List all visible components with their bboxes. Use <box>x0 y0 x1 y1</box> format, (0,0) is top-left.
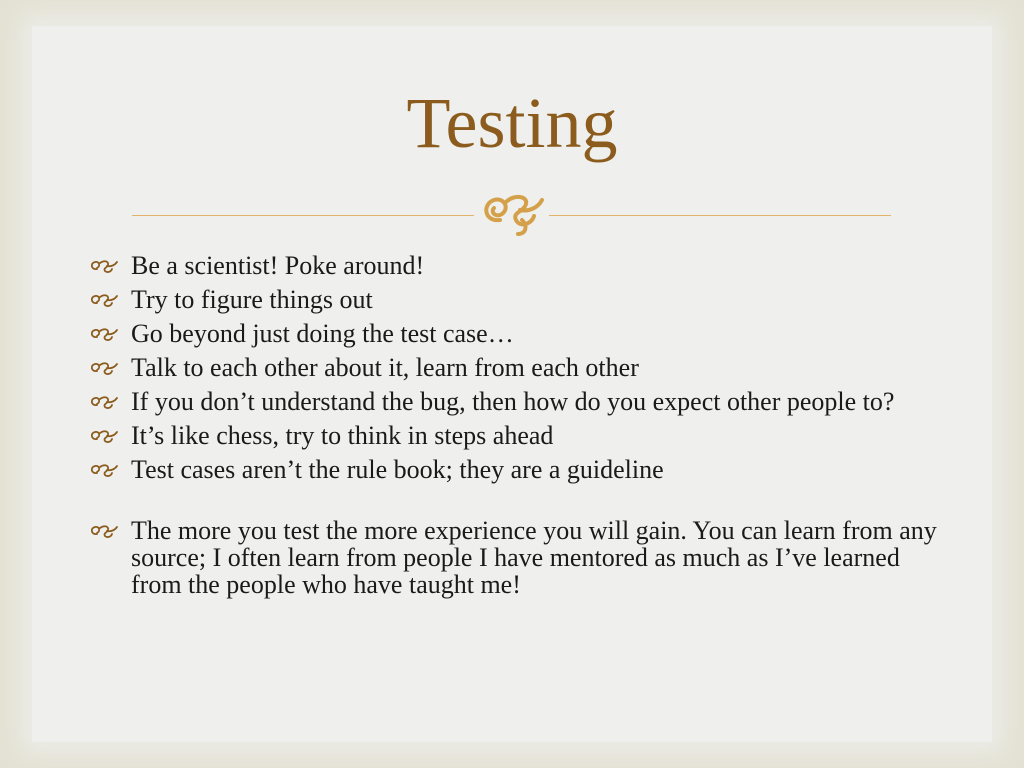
title-divider-left <box>132 215 474 216</box>
scroll-flourish-icon <box>88 326 120 342</box>
bullet-item <box>88 422 948 449</box>
flourish-ornament-icon <box>476 190 548 240</box>
bullet-text: Talk to each other about it, learn from each other <box>131 353 639 382</box>
bullet-item <box>88 456 948 483</box>
scroll-flourish-icon <box>88 394 120 410</box>
title-divider-right <box>549 215 891 216</box>
bullet-text: Try to figure things out <box>131 285 373 314</box>
scroll-flourish-icon <box>88 428 120 444</box>
bullet-item <box>88 388 948 415</box>
bullet-item <box>88 286 948 313</box>
bullet-item <box>88 320 948 347</box>
bullet-text: Go beyond just doing the test case… <box>131 319 514 348</box>
scroll-flourish-icon <box>88 462 120 478</box>
scroll-flourish-icon <box>88 523 120 539</box>
scroll-flourish-icon <box>88 360 120 376</box>
bullet-item <box>88 517 948 598</box>
bullet-item <box>88 354 948 381</box>
slide-title: Testing <box>406 83 618 163</box>
bullet-list <box>88 252 948 605</box>
bullet-text: If you don’t understand the bug, then how do you expect other people to? <box>131 387 895 416</box>
bullet-text: It’s like chess, try to think in steps ahead <box>131 421 554 450</box>
bullet-text: The more you test the more experience you will gain. You can learn from any source; I often learn from people I have mentored as much as I’ve learned from the people who have taught me! <box>131 516 937 599</box>
bullet-item <box>88 252 948 279</box>
bullet-text: Be a scientist! Poke around! <box>131 251 425 280</box>
scroll-flourish-icon <box>88 292 120 308</box>
scroll-flourish-icon <box>88 258 120 274</box>
bullet-text: Test cases aren’t the rule book; they are a guideline <box>131 455 664 484</box>
